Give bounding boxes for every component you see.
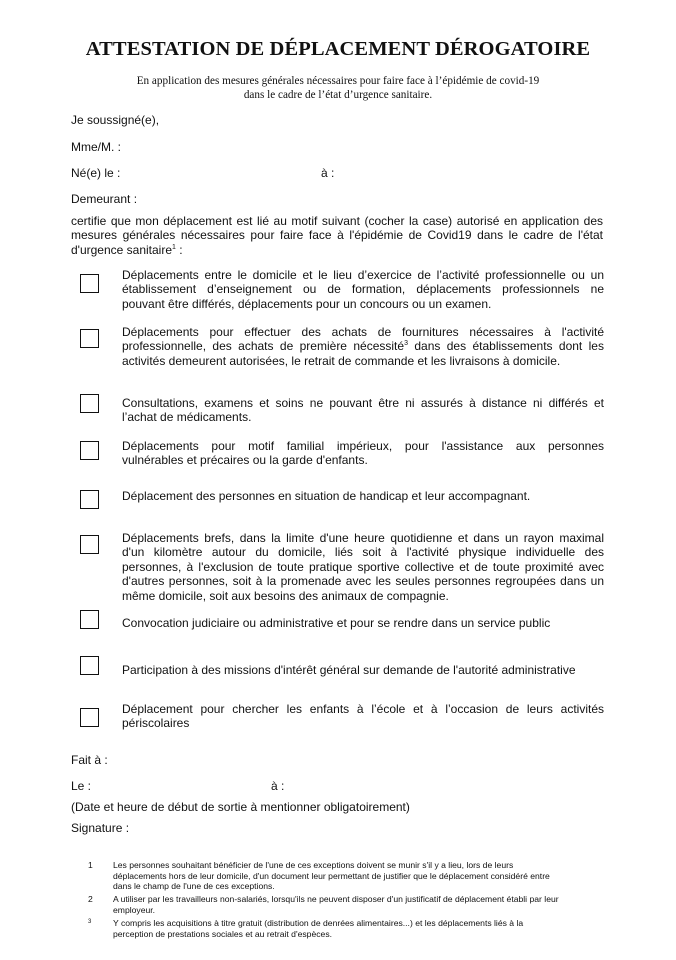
footnote-line: perception de prestations sociales et au retrait d'espèces. <box>113 928 332 939</box>
statement-line: mesures générales nécessaires pour faire face à l'épidémie de Covid19 dans le cadre de l'état <box>71 228 603 243</box>
reason-text-line: Déplacements pour effectuer des achats de fournitures nécessaires à l'activité <box>122 325 604 339</box>
address-field-label[interactable]: Demeurant : <box>71 192 138 206</box>
footnote-line: déplacements hors de leur domicile, d'un document leur permettant de justifier que le déplacement considéré entre <box>113 870 550 881</box>
reason-checkbox-handicap[interactable] <box>80 490 99 509</box>
name-field-label[interactable]: Mme/M. : <box>71 140 121 154</box>
footnote-line: Y compris les acquisitions à titre gratuit (distribution de denrées alimentaires...) et les déplacements liés à la <box>113 918 524 928</box>
reason-text-line: activités demeurent autorisées, le retrait de commande et les livraisons à domicile. <box>122 353 561 368</box>
reason-checkbox-convocation[interactable] <box>80 610 99 629</box>
footnote-number: 1 <box>88 860 93 870</box>
reason-text <box>122 663 604 677</box>
footnote-text <box>113 860 608 892</box>
made-at-field-label[interactable]: Fait à : <box>71 753 108 767</box>
footnote-number: 2 <box>88 894 93 904</box>
reason-text-line: Consultations, examens et soins ne pouvant être ni assurés à distance ni différés et <box>122 396 604 410</box>
footnote-line: employeur. <box>113 904 156 915</box>
reason-text-line: même domicile, soit aux besoins des animaux de compagnie. <box>122 588 449 603</box>
document-subtitle <box>0 74 676 102</box>
reason-text <box>122 702 604 731</box>
reason-text <box>122 325 604 368</box>
reason-text-line: l’achat de médicaments. <box>122 410 252 425</box>
reason-checkbox-health[interactable] <box>80 394 99 413</box>
reason-text-part: dans des établissements dont les <box>407 339 604 354</box>
reason-text-line: Participation à des missions d'intérêt général sur demande de l'autorité administrative <box>122 663 576 677</box>
subtitle-line: En application des mesures générales nécessaires pour faire face à l’épidémie de covid-19 <box>136 75 540 87</box>
reason-text <box>122 489 604 503</box>
reason-text-line: d'un kilomètre autour du domicile, liés soit à l'activité physique individuelle des <box>122 545 604 560</box>
reason-text-line: personnes, à l'exclusion de toute pratique sportive collective et de toute proximité avec <box>122 559 604 574</box>
reason-text-line: établissement d’enseignement ou de formation, déplacements professionnels ne <box>122 282 604 297</box>
reason-text <box>122 268 604 311</box>
statement-text: : <box>175 242 183 257</box>
footnote-text <box>113 894 608 915</box>
birth-date-field-label[interactable]: Né(e) le : <box>71 166 121 180</box>
certification-statement <box>71 214 603 257</box>
footnote-line: dans le champ de l'une de ces exceptions. <box>113 881 275 892</box>
reason-text-line: pouvant être différés, déplacements pour un concours ou un examen. <box>122 296 492 311</box>
reason-text-part: professionnelle, des achats de première nécessité <box>122 339 405 354</box>
reason-text-line: Déplacements pour motif familial impérieux, pour l'assistance aux personnes <box>122 439 604 453</box>
statement-line <box>71 243 603 257</box>
reason-text-line: Déplacements brefs, dans la limite d'une heure quotidienne et dans un rayon maximal <box>122 531 604 545</box>
footnote-ref: 1 <box>172 243 176 251</box>
reason-checkbox-purchases[interactable] <box>80 329 99 348</box>
birth-place-field-label[interactable]: à : <box>321 166 335 180</box>
reason-checkbox-exercise[interactable] <box>80 535 99 554</box>
reason-text <box>122 616 604 630</box>
footnote-line: A utiliser par les travailleurs non-salariés, lorsqu'ils ne peuvent disposer d'un justificatif de déplacement établi par leur <box>113 894 559 904</box>
time-field-label[interactable]: à : <box>271 779 285 793</box>
footnote-text <box>113 918 608 939</box>
reason-text-line: Convocation judiciaire ou administrative et pour se rendre dans un service public <box>122 616 551 630</box>
statement-line: certifie que mon déplacement est lié au motif suivant (cocher la case) autorisé en application des <box>71 214 603 228</box>
date-note: (Date et heure de début de sortie à mentionner obligatoirement) <box>71 800 410 814</box>
reason-text <box>122 396 604 425</box>
footnote-line: Les personnes souhaitant bénéficier de l'une de ces exceptions doivent se munir s'il y a lieu, lors de leurs <box>113 860 514 870</box>
signature-field-label[interactable]: Signature : <box>71 821 130 835</box>
reason-text-line: périscolaires <box>122 716 190 731</box>
reason-checkbox-school[interactable] <box>80 708 99 727</box>
date-field-label[interactable]: Le : <box>71 779 92 793</box>
reason-text-line: Déplacement pour chercher les enfants à l’école et à l’occasion de leurs activités <box>122 702 604 716</box>
reason-text-line: Déplacement des personnes en situation de handicap et leur accompagnant. <box>122 489 531 503</box>
statement-text: d'urgence sanitaire <box>71 242 173 257</box>
reason-checkbox-work[interactable] <box>80 274 99 293</box>
reason-text-line: vulnérables et précaires ou la garde d'enfants. <box>122 453 368 468</box>
reason-checkbox-general-interest[interactable] <box>80 656 99 675</box>
footnote-number: 3 <box>88 919 92 925</box>
reason-text <box>122 531 604 603</box>
document-title: ATTESTATION DE DÉPLACEMENT DÉROGATOIRE <box>85 38 591 60</box>
subtitle-line: dans le cadre de l’état d’urgence sanitaire. <box>243 89 433 101</box>
undersigned-label: Je soussigné(e), <box>71 113 160 127</box>
footnote-ref: 3 <box>404 340 408 348</box>
reason-text <box>122 439 604 468</box>
reason-checkbox-family[interactable] <box>80 441 99 460</box>
reason-text-line: Déplacements entre le domicile et le lieu d’exercice de l’activité professionnelle ou un <box>122 268 604 282</box>
reason-text-line <box>122 339 604 353</box>
reason-text-line: d'autres personnes, soit à la promenade avec les seules personnes regroupées dans un <box>122 574 604 589</box>
